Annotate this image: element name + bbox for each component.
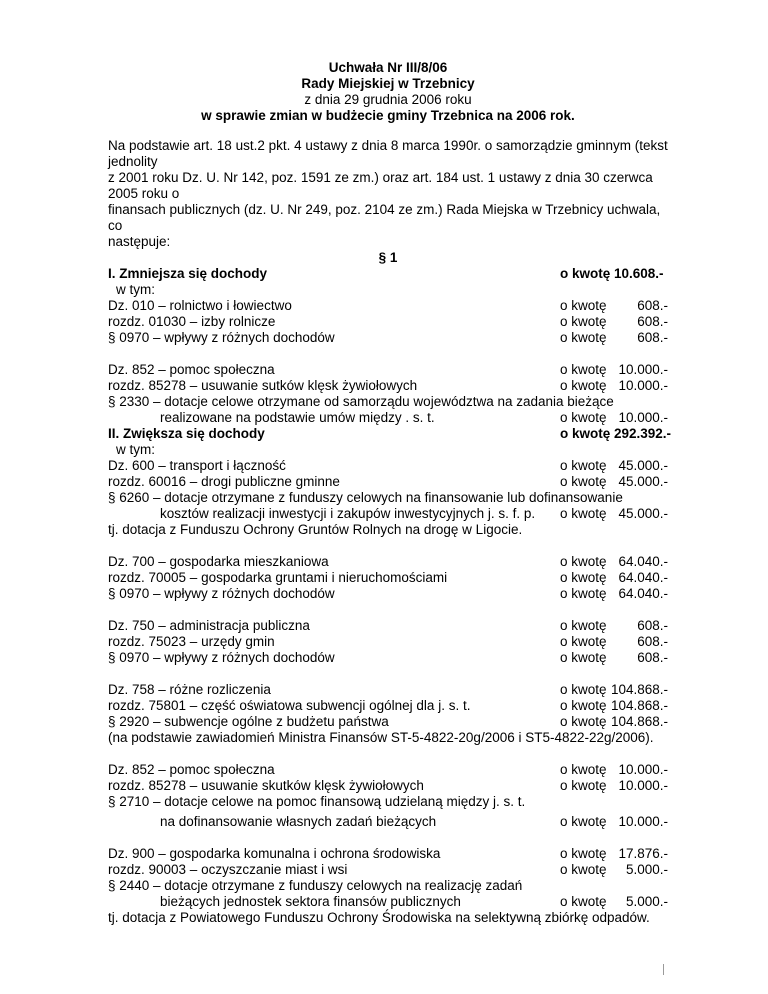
row-amount: 10.000.- <box>618 762 668 777</box>
table-row <box>108 698 668 714</box>
amount-prefix: o kwotę <box>560 330 607 345</box>
row-label: Dz. 900 – gospodarka komunalna i ochrona środowiska <box>108 846 441 861</box>
table-row <box>108 330 668 346</box>
row-amount: 5.000.- <box>625 862 668 877</box>
row-amount: 45.000.- <box>618 474 668 489</box>
row-amount: 17.876.- <box>618 846 668 861</box>
row-label: § 2330 – dotacje celowe otrzymane od samorządu województwa na zadania bieżące <box>108 394 614 409</box>
table-row <box>108 314 668 330</box>
table-row <box>108 618 668 634</box>
table-row <box>108 814 668 830</box>
table-row <box>108 410 668 426</box>
row-label: Dz. 600 – transport i łączność <box>108 458 286 473</box>
table-row <box>108 362 668 378</box>
row-amount: 10.000.- <box>618 410 668 425</box>
row-note: (na podstawie zawiadomień Ministra Finansów ST-5-4822-20g/2006 i ST5-4822-22g/2006). <box>108 730 654 745</box>
row-amount: 64.040.- <box>618 554 668 569</box>
row-label: § 6260 – dotacje otrzymane z funduszy celowych na finansowanie lub dofinansowanie <box>108 490 623 505</box>
row-amount: 5.000.- <box>625 894 668 909</box>
table-row <box>108 506 668 522</box>
resolution-subject: w sprawie zmian w budżecie gminy Trzebnica na 2006 rok. <box>201 108 575 123</box>
row-label: Dz. 700 – gospodarka mieszkaniowa <box>108 554 329 569</box>
table-row <box>108 778 668 794</box>
row-label: § 0970 – wpływy z różnych dochodów <box>108 650 335 665</box>
row-amount: 608.- <box>637 650 668 665</box>
page-marker <box>663 964 664 975</box>
increase-total: o kwotę 292.392.- <box>560 426 672 441</box>
row-amount: 104.868.- <box>610 714 668 729</box>
row-label: rozdz. 85278 – usuwanie skutków klęsk żywiołowych <box>108 778 424 793</box>
row-label: kosztów realizacji inwestycji i zakupów inwestycyjnych j. s. f. p. <box>160 506 536 521</box>
table-row <box>108 714 668 730</box>
row-label: Dz. 010 – rolnictwo i łowiectwo <box>108 298 292 313</box>
table-row <box>108 458 668 474</box>
decrease-total: o kwotę 10.608.- <box>560 266 664 281</box>
row-amount: 45.000.- <box>618 458 668 473</box>
table-row <box>108 634 668 650</box>
table-row <box>108 298 668 314</box>
in-that-label: w tym: <box>116 442 155 457</box>
table-row <box>108 682 668 698</box>
row-label: realizowane na podstawie umów między . s. t. <box>160 410 435 425</box>
increase-heading: II. Zwiększa się dochody <box>108 426 265 441</box>
intro-line: następuje: <box>108 234 171 249</box>
amount-prefix: o kwotę <box>560 410 607 425</box>
row-note: tj. dotacja z Powiatowego Funduszu Ochrony Środowiska na selektywną zbiórkę odpadów. <box>108 910 650 925</box>
amount-prefix: o kwotę <box>560 862 607 877</box>
row-label: rozdz. 75801 – część oświatowa subwencji ogólnej dla j. s. t. <box>108 698 471 713</box>
row-note: tj. dotacja z Funduszu Ochrony Gruntów Rolnych na drogę w Ligocie. <box>108 522 523 537</box>
amount-prefix: o kwotę <box>560 378 607 393</box>
row-label: na dofinansowanie własnych zadań bieżących <box>160 814 437 829</box>
increase-heading-row <box>108 426 672 442</box>
row-label: Dz. 852 – pomoc społeczna <box>108 362 275 377</box>
row-label: rozdz. 90003 – oczyszczanie miast i wsi <box>108 862 348 877</box>
row-amount: 64.040.- <box>618 570 668 585</box>
resolution-date: z dnia 29 grudnia 2006 roku <box>304 92 472 107</box>
row-label: § 2710 – dotacje celowe na pomoc finansową udzielaną między j. s. t. <box>108 794 526 809</box>
table-row <box>108 650 668 666</box>
table-row <box>108 846 668 862</box>
row-amount: 10.000.- <box>618 378 668 393</box>
table-row <box>108 762 668 778</box>
amount-prefix: o kwotę <box>560 894 607 909</box>
row-label: rozdz. 70005 – gospodarka gruntami i nieruchomościami <box>108 570 448 585</box>
row-amount: 608.- <box>637 618 668 633</box>
row-amount: 10.000.- <box>618 814 668 829</box>
document-page <box>108 60 672 926</box>
decrease-heading: I. Zmniejsza się dochody <box>108 266 268 281</box>
amount-prefix: o kwotę <box>560 458 607 473</box>
row-label: Dz. 758 – różne rozliczenia <box>108 682 271 697</box>
amount-prefix: o kwotę <box>560 618 607 633</box>
table-row <box>108 474 668 490</box>
intro-line: z 2001 roku Dz. U. Nr 142, poz. 1591 ze zm.) oraz art. 184 ust. 1 ustawy z dnia 30 czerwca 2005 roku o <box>108 170 653 201</box>
row-label: § 0970 – wpływy z różnych dochodów <box>108 330 335 345</box>
row-label: bieżących jednostek sektora finansów publicznych <box>160 894 461 909</box>
table-row <box>108 862 668 878</box>
legal-basis <box>108 138 668 250</box>
amount-prefix: o kwotę <box>560 298 607 313</box>
amount-prefix: o kwotę <box>560 762 607 777</box>
row-amount: 104.868.- <box>610 682 668 697</box>
row-label: rozdz. 01030 – izby rolnicze <box>108 314 276 329</box>
table-row <box>108 894 668 910</box>
row-label: rozdz. 60016 – drogi publiczne gminne <box>108 474 340 489</box>
section-symbol: § 1 <box>378 250 398 265</box>
row-amount: 608.- <box>637 330 668 345</box>
amount-prefix: o kwotę <box>560 634 607 649</box>
table-row <box>108 586 668 602</box>
row-label: § 2920 – subwencje ogólne z budżetu państwa <box>108 714 389 729</box>
decrease-heading-row <box>108 266 668 282</box>
resolution-header <box>108 60 668 124</box>
row-label: § 2440 – dotacje otrzymane z funduszy celowych na realizację zadań <box>108 878 523 893</box>
intro-line: Na podstawie art. 18 ust.2 pkt. 4 ustawy z dnia 8 marca 1990r. o samorządzie gminnym (tekst jednolity <box>108 138 668 169</box>
amount-prefix: o kwotę <box>560 650 607 665</box>
row-amount: 608.- <box>637 634 668 649</box>
table-row <box>108 570 668 586</box>
amount-prefix: o kwotę <box>560 570 607 585</box>
in-that-label: w tym: <box>116 282 155 297</box>
row-amount: 608.- <box>637 298 668 313</box>
amount-prefix: o kwotę <box>560 714 607 729</box>
row-amount: 10.000.- <box>618 362 668 377</box>
row-amount: 608.- <box>637 314 668 329</box>
row-label: Dz. 750 – administracja publiczna <box>108 618 310 633</box>
amount-prefix: o kwotę <box>560 586 607 601</box>
row-amount: 104.868.- <box>610 698 668 713</box>
intro-line: finansach publicznych (dz. U. Nr 249, poz. 2104 ze zm.) Rada Miejska w Trzebnicy uchwala, co <box>108 202 661 233</box>
amount-prefix: o kwotę <box>560 846 607 861</box>
amount-prefix: o kwotę <box>560 814 607 829</box>
amount-prefix: o kwotę <box>560 314 607 329</box>
amount-prefix: o kwotę <box>560 682 607 697</box>
row-label: rozdz. 85278 – usuwanie sutków klęsk żywiołowych <box>108 378 418 393</box>
row-label: § 0970 – wpływy z różnych dochodów <box>108 586 335 601</box>
table-row <box>108 378 668 394</box>
row-label: Dz. 852 – pomoc społeczna <box>108 762 275 777</box>
row-label: rozdz. 75023 – urzędy gmin <box>108 634 275 649</box>
row-amount: 64.040.- <box>618 586 668 601</box>
amount-prefix: o kwotę <box>560 506 607 521</box>
council-name: Rady Miejskiej w Trzebnicy <box>301 76 475 91</box>
amount-prefix: o kwotę <box>560 362 607 377</box>
row-amount: 45.000.- <box>618 506 668 521</box>
amount-prefix: o kwotę <box>560 698 607 713</box>
row-amount: 10.000.- <box>618 778 668 793</box>
resolution-title: Uchwała Nr III/8/06 <box>328 60 448 75</box>
table-row <box>108 554 668 570</box>
amount-prefix: o kwotę <box>560 474 607 489</box>
amount-prefix: o kwotę <box>560 778 607 793</box>
amount-prefix: o kwotę <box>560 554 607 569</box>
